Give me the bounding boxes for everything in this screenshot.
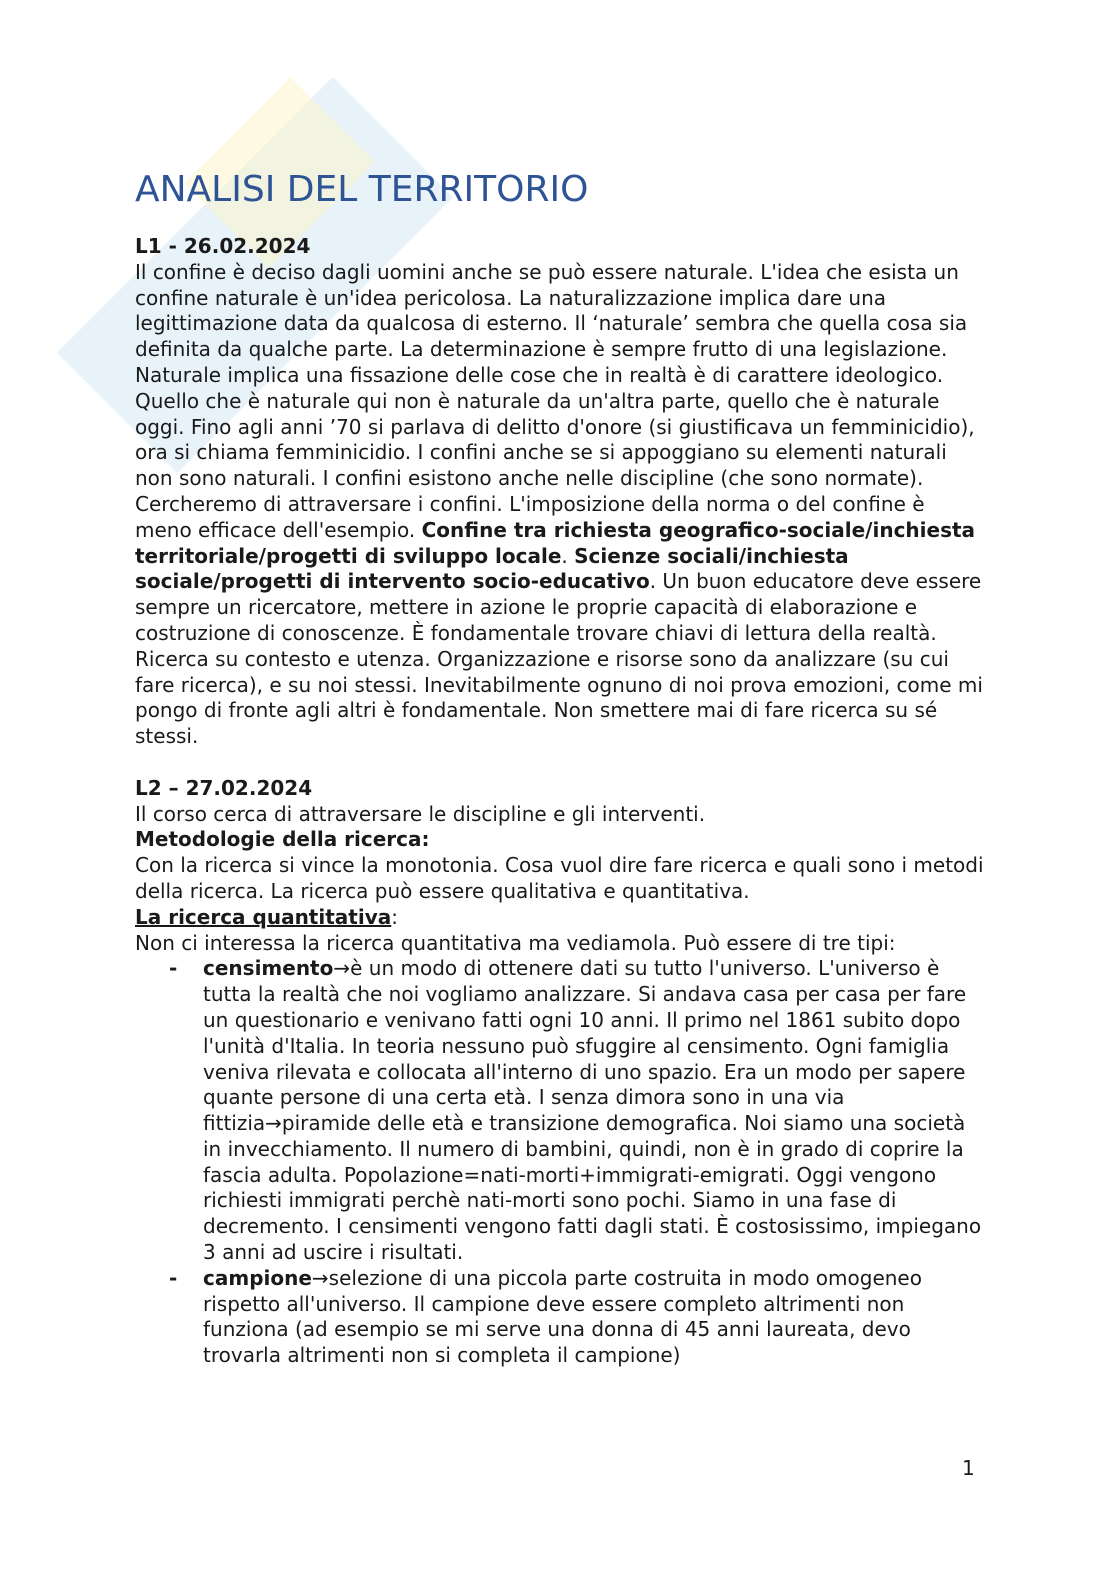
document-page xyxy=(135,168,985,1369)
section-spacer xyxy=(135,750,985,776)
bullet-dash: - xyxy=(169,1265,178,1290)
term-censimento: censimento xyxy=(203,956,334,981)
lesson-1-bold-part-1: Confine tra richiesta geografico-sociale/inchiesta territoriale/progetti di sviluppo locale xyxy=(135,517,976,568)
page-number: 1 xyxy=(962,1456,975,1480)
bullet-dash: - xyxy=(169,956,178,981)
list-item-censimento xyxy=(169,956,985,1266)
list-item-campione xyxy=(169,1265,985,1369)
campione-description: selezione di una piccola parte costruita in modo omogeneo rispetto all'universo. Il campione deve essere completo altrimenti non funziona (ad esempio se mi serve una donna di 45 anni laureata, devo trovarla altrimenti non si completa il campione) xyxy=(203,1265,922,1368)
term-campione: campione xyxy=(203,1265,312,1290)
document-title: ANALISI DEL TERRITORIO xyxy=(135,169,589,210)
censimento-description: è un modo di ottenere dati su tutto l'universo. L'universo è tutta la realtà che noi vogliamo analizzare. Si andava casa per casa per fare un questionario e venivano fatti ogni 10 anni. Il primo nel 1861 subito dopo l'unità d'Italia. In teoria nessuno può sfuggire al censimento. Ogni famiglia veniva rilevata e collocata all'interno di uno spazio. Era un modo per sapere quante persone di una certa età. I senza dimora sono in una via fittizia→piramide delle età e transizione demografica. Noi siamo una società in invecchiamento. Il numero di bambini, quindi, non è in grado di coprire la fascia adulta. Popolazione=nati-morti+immigrati-emigrati. Oggi vengono richiesti immigrati perchè nati-morti sono pochi. Siamo in una fase di decremento. I censimenti vengono fatti dagli stati. È costosissimo, impiegano 3 anni ad uscire i risultati. xyxy=(203,956,982,1265)
lesson-2-section xyxy=(135,776,985,1369)
research-types-list xyxy=(135,956,985,1369)
quantitative-intro: Non ci interessa la ricerca quantitativa ma vediamola. Può essere di tre tipi: xyxy=(135,930,896,955)
methodology-heading xyxy=(135,827,985,853)
lesson-1-heading: L1 - 26.02.2024 xyxy=(135,234,311,258)
arrow-icon: → xyxy=(311,1265,329,1290)
lesson-1-section xyxy=(135,234,985,750)
lesson-2-intro: Il corso cerca di attraversare le discipline e gli interventi. xyxy=(135,801,706,826)
quantitative-heading xyxy=(135,905,985,931)
lesson-1-text-part-1: Il confine è deciso dagli uomini anche se può essere naturale. L'idea che esista un confine naturale è un'idea pericolosa. La naturalizzazione implica dare una legittimazione data da qualcosa di esterno. Il ‘naturale’ sembra che quella cosa sia definita da qualche parte. La determinazione è sempre frutto di una legislazione. Naturale implica una fissazione delle cose che in realtà è di carattere ideologico. Quello che è naturale qui non è naturale da un'altra parte, quello che è naturale oggi. Fino agli anni ’70 si parlava di delitto d'onore (si giustificava un femminicidio), ora si chiama femminicidio. I confini anche se si appoggiano su elementi naturali non sono naturali. I confini esistono anche nelle discipline (che sono normate). Cercheremo di attraversare i confini. L'imposizione della norma o del confine è meno efficace dell'esempio. xyxy=(135,259,975,542)
lesson-2-heading: L2 – 27.02.2024 xyxy=(135,775,313,800)
methodology-heading-text: Metodologie della ricerca: xyxy=(135,827,430,852)
quantitative-heading-text: La ricerca quantitativa xyxy=(135,904,392,929)
lesson-1-bold-part-2: Scienze sociali/inchiesta sociale/progetti di intervento socio-educativo xyxy=(135,543,849,594)
quantitative-heading-colon: : xyxy=(391,904,398,929)
arrow-icon: → xyxy=(333,956,351,981)
lesson-1-text-part-3: . Un buon educatore deve essere sempre un ricercatore, mettere in azione le proprie capacità di elaborazione e costruzione di conoscenze. È fondamentale trovare chiavi di lettura della realtà. Ricerca su contesto e utenza. Organizzazione e risorse sono da analizzare (su cui fare ricerca), e su noi stessi. Inevitabilmente ognuno di noi prova emozioni, come mi pongo di fronte agli altri è fondamentale. Non smettere mai di fare ricerca su sé stessi. xyxy=(135,569,983,749)
methodology-text: Con la ricerca si vince la monotonia. Cosa vuol dire fare ricerca e quali sono i metodi della ricerca. La ricerca può essere qualitativa e quantitativa. xyxy=(135,853,984,903)
lesson-1-text-part-2: . xyxy=(561,543,575,568)
lesson-1-paragraph xyxy=(135,260,985,750)
